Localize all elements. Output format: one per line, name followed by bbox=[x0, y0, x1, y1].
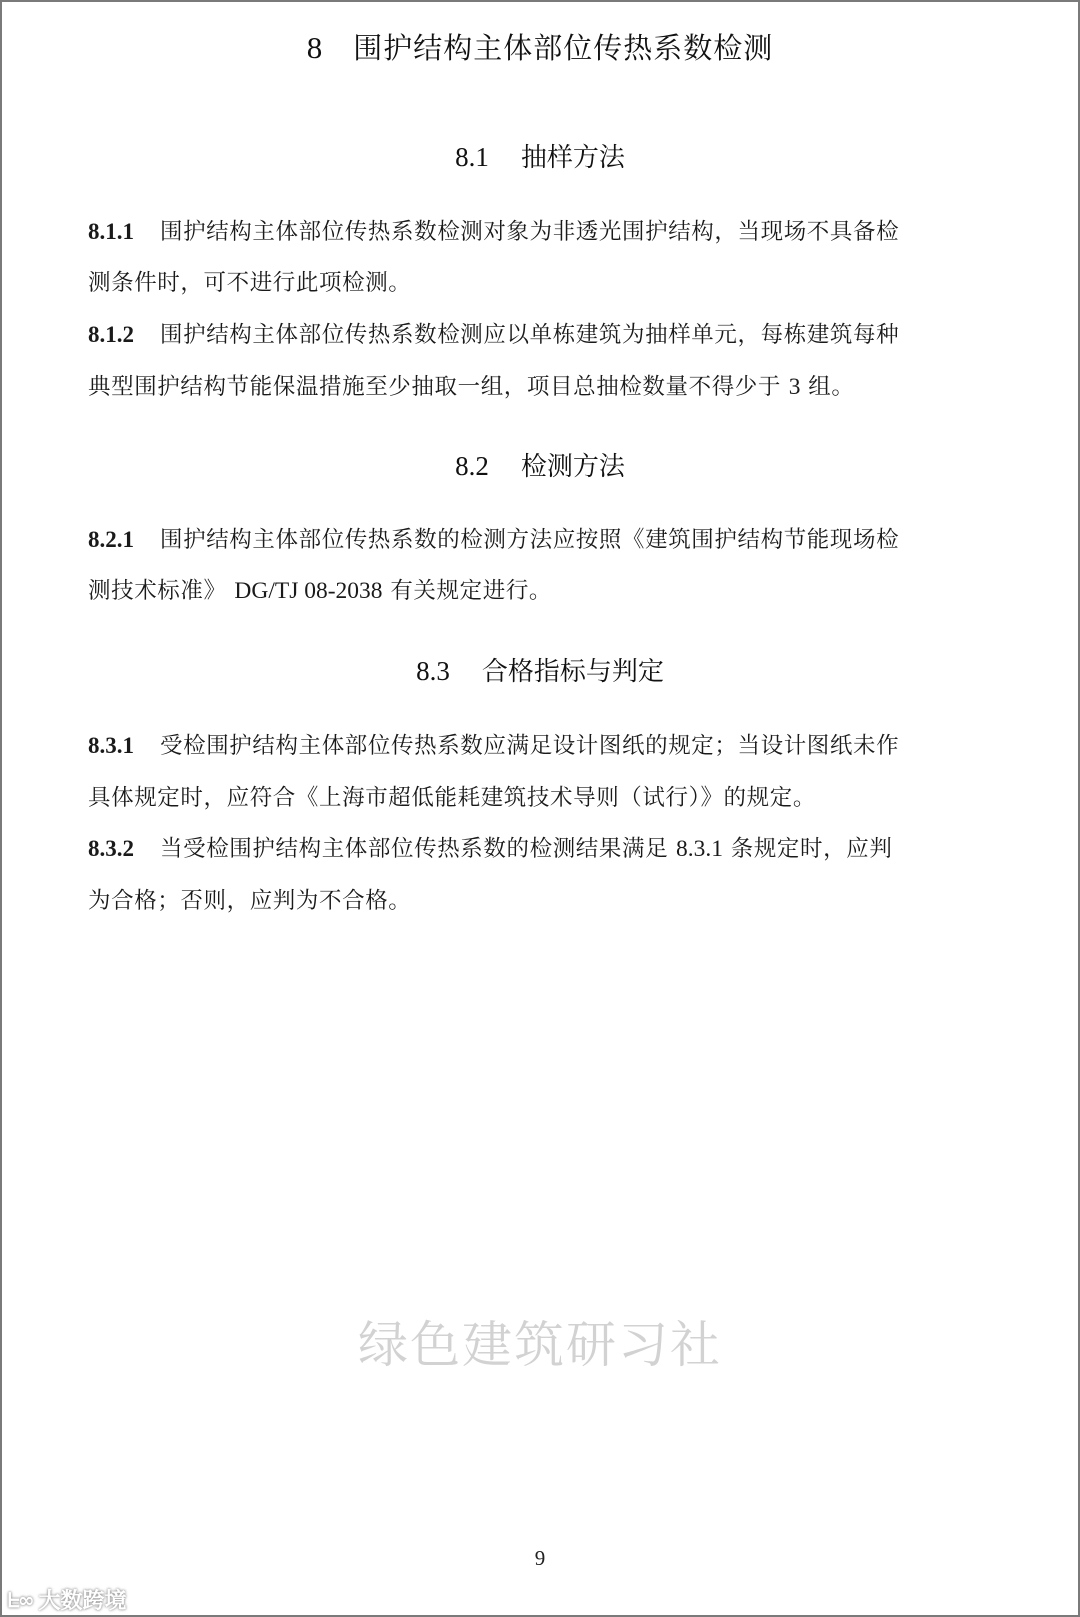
clause-8-2-1-line-2 bbox=[88, 573, 552, 605]
chapter-title-text: 围护结构主体部位传热系数检测 bbox=[353, 31, 774, 65]
clause-text: 条规定时，应判 bbox=[730, 836, 893, 862]
clause-text: 测条件时，可不进行此项检测。 bbox=[88, 270, 412, 296]
clause-8-1-1-line-2 bbox=[88, 265, 411, 297]
section-number: 8.3 bbox=[416, 656, 450, 686]
section-title: 抽样方法 bbox=[520, 143, 625, 173]
clause-text: 典型围护结构节能保温措施至少抽取一组，项目总抽检数量不得少于 bbox=[88, 374, 782, 400]
clause-number: 8.2.1 bbox=[88, 527, 134, 552]
logo-text: 大数跨境 bbox=[38, 1589, 127, 1614]
chapter-title bbox=[0, 26, 1080, 67]
clause-8-1-2-line-2 bbox=[88, 369, 855, 401]
standard-code: DG/TJ 08-2038 bbox=[234, 578, 383, 604]
clause-8-2-1-line-1 bbox=[88, 522, 899, 554]
section-number: 8.2 bbox=[455, 451, 489, 481]
clause-text: 具体规定时，应符合《上海市超低能耗建筑技术导则（试行）》的规定。 bbox=[88, 785, 816, 811]
clause-text: 为合格；否则，应判为不合格。 bbox=[88, 888, 412, 914]
clause-8-1-1-line-1 bbox=[88, 214, 899, 246]
corner-logo bbox=[8, 1584, 127, 1615]
clause-text: 组。 bbox=[808, 374, 855, 400]
clause-8-3-2-line-1 bbox=[88, 831, 892, 863]
logo-mark-icon: ᖶ∞ bbox=[8, 1587, 33, 1612]
clause-text: 测技术标准》 bbox=[88, 578, 227, 604]
clause-text: 受检围护结构主体部位传热系数应满足设计图纸的规定；当设计图纸未作 bbox=[160, 733, 900, 759]
chapter-number: 8 bbox=[306, 30, 324, 65]
clause-text: 当受检围护结构主体部位传热系数的检测结果满足 bbox=[160, 836, 669, 862]
page-number: 9 bbox=[534, 1546, 546, 1570]
clause-number: 8.1.2 bbox=[88, 322, 134, 347]
section-heading-8-3 bbox=[0, 651, 1080, 688]
section-number: 8.1 bbox=[455, 142, 489, 172]
clause-number: 8.3.2 bbox=[88, 836, 134, 861]
clause-8-3-1-line-1 bbox=[88, 728, 899, 760]
section-heading-8-2 bbox=[0, 446, 1080, 483]
clause-text: 围护结构主体部位传热系数的检测方法应按照《建筑围护结构节能现场检 bbox=[160, 527, 900, 553]
section-title: 检测方法 bbox=[520, 452, 625, 482]
section-heading-8-1 bbox=[0, 137, 1080, 174]
clause-8-3-1-line-2 bbox=[88, 780, 816, 812]
clause-reference: 8.3.1 bbox=[675, 836, 723, 862]
clause-text: 围护结构主体部位传热系数检测应以单栋建筑为抽样单元，每栋建筑每种 bbox=[160, 322, 900, 348]
clause-8-3-2-line-2 bbox=[88, 883, 411, 915]
watermark-text: 绿色建筑研习社 bbox=[358, 1316, 722, 1374]
clause-number-value: 3 bbox=[788, 374, 801, 400]
clause-text: 有关规定进行。 bbox=[390, 578, 553, 604]
clause-number: 8.1.1 bbox=[88, 219, 134, 244]
clause-8-1-2-line-1 bbox=[88, 317, 899, 349]
clause-number: 8.3.1 bbox=[88, 733, 134, 758]
clause-text: 围护结构主体部位传热系数检测对象为非透光围护结构，当现场不具备检 bbox=[160, 219, 900, 245]
section-title: 合格指标与判定 bbox=[481, 657, 664, 687]
